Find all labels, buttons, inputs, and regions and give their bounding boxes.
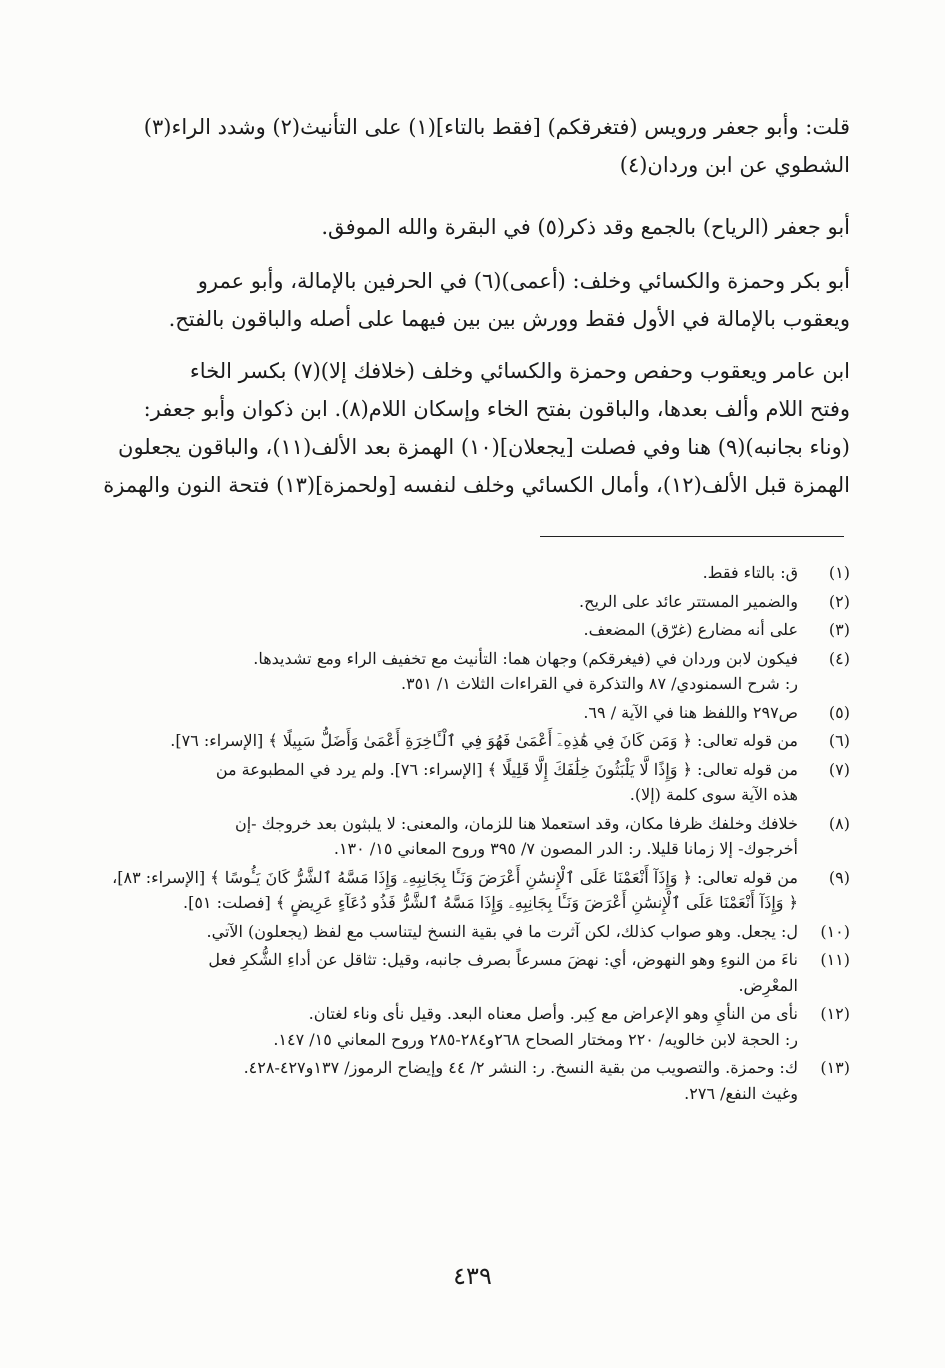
footnote-number: (٧) [828,759,850,779]
footnote-number: (٣) [828,620,850,639]
body-paragraph-4 [90,352,850,504]
text-line: ويعقوب بالإمالة في الأول فقط وورش بين بين فيهما على أصله والباقون بالفتح. [168,307,850,331]
footnote-text: من قوله تعالى: ﴿ وَمَن كَانَ فِي هَٰذِهِۦٓ أَعْمَىٰ فَهُوَ فِي ٱلْـَٔاخِرَةِ أَعْمَىٰ وَأَضَلُّ سَبِيلًا ﴾ [الإسراء: ٧٦]. [170,731,798,750]
body-paragraph-2 [90,208,850,246]
footnote-number: (٤) [828,648,850,668]
text-line: ابن عامر ويعقوب وحفص وحمزة والكسائي وخلف (خلافك إلا)(٧) بكسر الخاء [189,359,850,383]
footnote-8 [85,811,850,862]
footnote-text: وغيث النفع/ ٢٧٦. [684,1083,798,1103]
footnote-text: ناءَ من النوءِ وهو النهوض، أي: نهضَ مسرعاً بصرف جانبه، وقيل: تثاقل عن أداءِ الشُّكرِ فعل [208,950,798,969]
footnote-number: (١٢) [820,1004,850,1023]
footnote-text: خلافك وخلفك ظرفا مكان، وقد استعملا هنا للزمان، والمعنى: لا يلبثون بعد خروجك -إن [234,813,798,833]
footnote-text: ك: وحمزة. والتصويب من بقية النسخ. ر: النشر ٢/ ٤٤ وإيضاح الرموز/ ١٣٧و٤٢٧-٤٢٨. [243,1058,798,1077]
footnote-number: (٥) [828,702,850,722]
footnote-text: ﴿ وَإِذَآ أَنْعَمْنَا عَلَى ٱلْإِنسَٰنِ أَعْرَضَ وَنَـَٔا بِجَانِبِهِۦ وَإِذَا مَسَّهُ ٱلشَّرُّ فَذُو دُعَآءٍ عَرِيضٍ ﴾ [فصلت: ٥١]. [183,893,798,912]
footnote-text: نأى من النأيِ وهو الإعراض مع كِبر. وأصل معناه البعد. وقيل نأى وناء لغتان. [308,1004,798,1023]
text-line: قلت: وأبو جعفر ورويس (فتغرقكم) [فقط بالتاء](١) على التأنيث(٢) وشدد الراء(٣) [143,115,850,139]
footnote-12 [85,1001,850,1052]
footnote-number: (٢) [828,591,850,611]
footnote-10 [85,919,850,945]
footnote-text: ق: بالتاء فقط. [702,563,798,582]
footnote-2 [85,589,850,615]
footnote-13 [85,1055,850,1106]
footnotes [85,560,850,1109]
footnote-text: ر: الحجة لابن خالويه/ ٢٢٠ ومختار الصحاح ٢٦٨و٢٨٤-٢٨٥ وروح المعاني ١٥/ ١٤٧. [273,1029,798,1049]
footnote-text: ر: شرح السمنودي/ ٨٧ والتذكرة في القراءات الثلاث ١/ ٣٥١. [400,674,798,693]
footnote-3 [85,617,850,643]
page-number: ٤٣٩ [453,1262,492,1290]
footnote-4 [85,646,850,697]
footnote-text: أخرجوك- إلا زمانا قليلا. ر: الدر المصون ٧/ ٣٩٥ وروح المعاني ١٥/ ١٣٠. [333,839,798,858]
text-line: الهمزة قبل الألف(١٢)، وأمال الكسائي وخلف لنفسه [ولحمزة](١٣) فتحة النون والهمزة [103,473,850,497]
text-line: (وناء بجانبه)(٩) هنا وفي فصلت [يجعلان](١٠) الهمزة بعد الألف(١١)، والباقون يجعلون [118,435,850,459]
footnote-11 [85,947,850,998]
footnote-text: ص٢٩٧ واللفظ هنا في الآية / ٦٩. [583,702,798,722]
footnote-text: هذه الآية سوى كلمة (إلا). [629,785,798,804]
footnote-6 [85,728,850,754]
footnote-number: (٦) [828,731,850,750]
footnote-7 [85,757,850,808]
footnote-text: المعْرِض. [738,975,798,995]
text-line: وفتح اللام وألف بعدها، والباقون بفتح الخاء وإسكان اللام(٨). ابن ذكوان وأبو جعفر: [143,397,850,421]
footnote-number: (١) [828,563,850,582]
footnote-number: (١٠) [820,921,850,941]
footnote-text: على أنه مضارع (غرّق) المضعف. [583,620,798,639]
footnote-number: (٨) [828,813,850,833]
body-paragraph-1 [90,108,850,184]
footnote-text: من قوله تعالى: ﴿ وَإِذَآ أَنْعَمْنَا عَلَى ٱلْإِنسَٰنِ أَعْرَضَ وَنَـَٔا بِجَانِبِهِۦ وَإِذَا مَسَّهُ ٱلشَّرُّ كَانَ يَـُٔوسًا ﴾ [الإسراء: ٨٣]، [112,867,798,887]
footnote-text: والضمير المستتر عائد على الريح. [579,591,798,611]
footnote-text: من قوله تعالى: ﴿ وَإِذًا لَّا يَلْبَثُونَ خِلَٰفَكَ إِلَّا قَلِيلًا ﴾ [الإسراء: ٧٦]. ولم يرد في المطبوعة من [215,759,798,779]
footnote-separator [540,536,844,537]
footnote-number: (٩) [828,867,850,887]
footnote-5 [85,700,850,726]
footnote-text: ل: يجعل. وهو صواب كذلك، لكن آثرت ما في بقية النسخ ليتناسب مع لفظ (يجعلون) الآتي. [206,921,798,941]
footnote-number: (١٣) [820,1058,850,1077]
footnote-1 [85,560,850,586]
text-line: أبو جعفر (الرياح) بالجمع وقد ذكر(٥) في البقرة والله الموفق. [321,215,850,239]
footnote-number: (١١) [820,950,850,969]
body-paragraph-3 [90,262,850,338]
text-line: أبو بكر وحمزة والكسائي وخلف: (أعمى)(٦) في الحرفين بالإمالة، وأبو عمرو [197,269,850,293]
footnote-text: فيكون لابن وردان في (فيغرقكم) وجهان هما: التأنيث مع تخفيف الراء ومع تشديدها. [253,648,798,668]
text-line: الشطوي عن ابن وردان(٤) [619,153,850,177]
footnote-9 [85,865,850,916]
